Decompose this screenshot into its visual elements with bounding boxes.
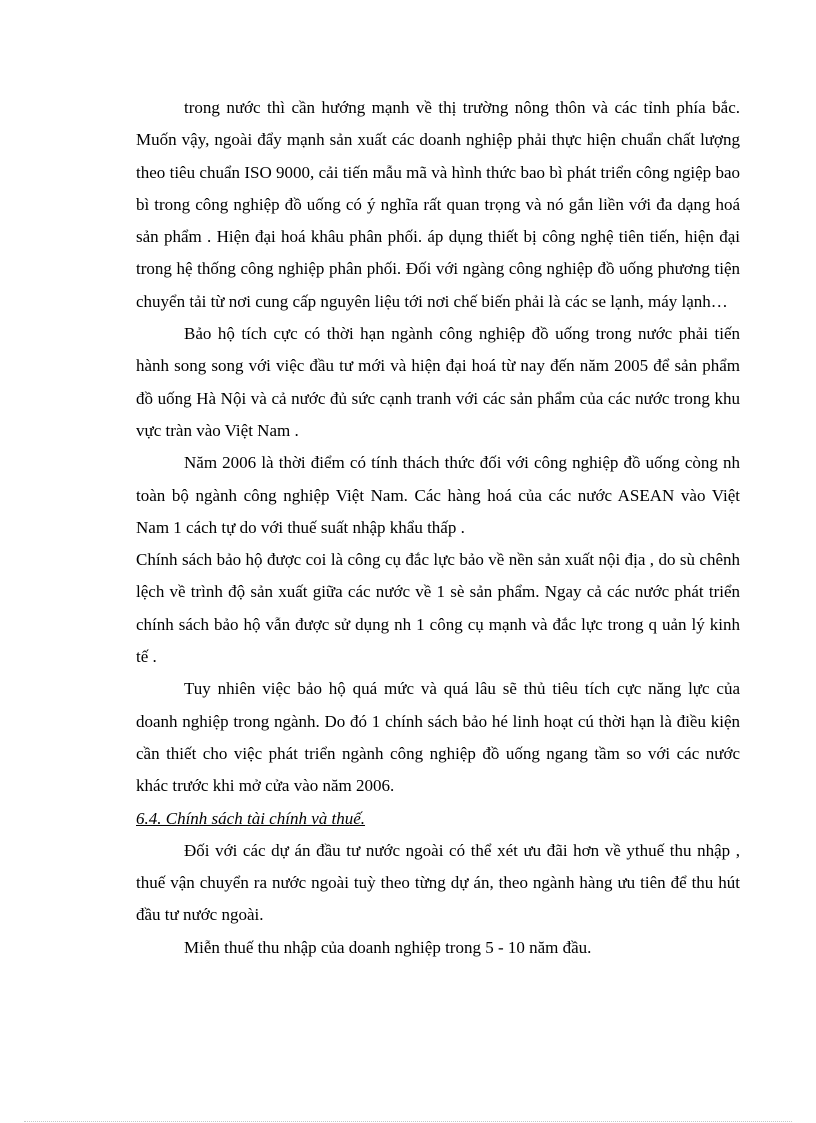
paragraph-excessive-protection: Tuy nhiên việc bảo hộ quá mức và quá lâu sẽ thủ tiêu tích cực năng lực của doanh nghiệp trong ngành. Do đó 1 chính sách bảo hé linh hoạt cú thời hạn là điều kiện cần thiết cho việc phát triển ngành công nghiệp đồ uống ngang tầm so với các nước khác trước khi mở cửa vào năm 2006. [136, 679, 740, 796]
paragraph-2006-challenge: Năm 2006 là thời điểm có tính thách thức đối với công nghiệp đồ uống còng nh toàn bộ ngành công nghiệp Việt Nam. Các hàng hoá của các nước ASEAN vào Việt Nam 1 cách tự do với thuế suất nhập khẩu thấp . [136, 453, 740, 537]
paragraph-protection-tool: Chính sách bảo hộ được coi là công cụ đắc lực bảo về nền sản xuất nội địa , do sù chênh lệch về trình độ sản xuất giữa các nước về 1 sè sản phẩm. Ngay cả các nước phát triển chính sách bảo hộ vẫn được sử dụng nh 1 công cụ mạnh và đắc lực trong q uản lý kinh tế . [136, 550, 740, 667]
paragraph-tax-exemption: Miễn thuế thu nhập của doanh nghiệp trong 5 - 10 năm đầu. [184, 937, 592, 957]
page-bottom-border [24, 1121, 792, 1122]
paragraph-foreign-investment: Đối với các dự án đầu tư nước ngoài có thể xét ưu đãi hơn về ythuế thu nhập , thuế vận chuyển ra nước ngoài tuỳ theo từng dự án, theo ngành hàng ưu tiên để thu hút đầu tư nước ngoài. [136, 840, 740, 925]
document-page [136, 92, 740, 964]
section-heading-finance-tax: 6.4. Chính sách tài chính và thuế. [136, 808, 366, 828]
paragraph-protection-policy: Bảo hộ tích cực có thời hạn ngành công nghiệp đồ uống trong nước phải tiến hành song song với việc đầu tư mới và hiện đại hoá từ nay đến năm 2005 để sản phẩm đồ uống Hà Nội và cả nước đủ sức cạnh tranh với các sản phẩm của các nước trong khu vực tràn vào Việt Nam . [136, 324, 740, 440]
paragraph-market-orientation: trong nước thì cần hướng mạnh về thị trường nông thôn và các tỉnh phía bắc. Muốn vậy, ngoài đẩy mạnh sản xuất các doanh nghiệp phải thực hiện chuẩn chất lượng theo tiêu chuẩn ISO 9000, cải tiến mẫu mã và hình thức bao bì phát triển công ngiệp bao bì trong công nghiệp đồ uống có ý nghĩa rất quan trọng và nó gắn liền với đa dạng hoá sản phẩm . Hiện đại hoá khâu phân phối. áp dụng thiết bị công nghệ tiên tiến, hiện đại trong hệ thống công nghiệp phân phối. Đối với ngàng công nghiệp đồ uống phương tiện chuyển tải từ nơi cung cấp nguyên liệu tới nơi chế biến phải là các se lạnh, máy lạnh… [136, 98, 740, 311]
